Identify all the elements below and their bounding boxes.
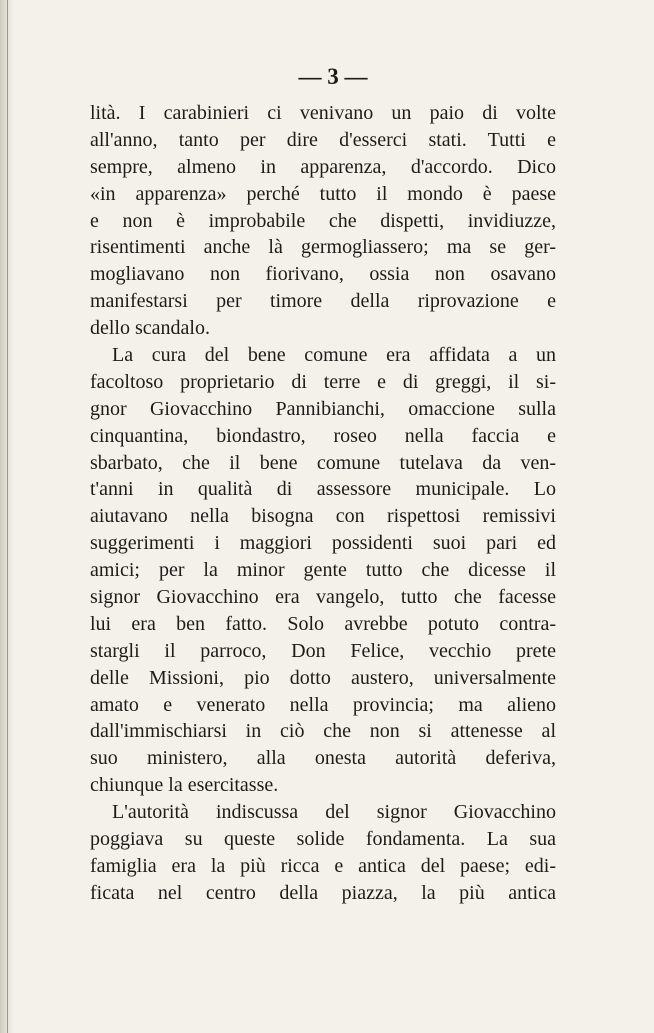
text-line: famiglia era la più ricca e antica del paese; edi- bbox=[90, 854, 556, 877]
text-line: mogliavano non fiorivano, ossia non osavano bbox=[90, 263, 556, 286]
text-line: delle Missioni, pio dotto austero, universalmente bbox=[90, 666, 556, 689]
text-line: cinquantina, biondastro, roseo nella faccia e bbox=[90, 424, 556, 447]
text-line: «in apparenza» perché tutto il mondo è paese bbox=[90, 182, 556, 205]
text-line: manifestarsi per timore della riprovazione e bbox=[90, 290, 556, 313]
text-line: facoltoso proprietario di terre e di greggi, il si- bbox=[90, 370, 556, 393]
text-line: signor Giovacchino era vangelo, tutto che facesse bbox=[90, 586, 556, 609]
text-line: dello scandalo. bbox=[90, 317, 210, 340]
text-line: sempre, almeno in apparenza, d'accordo. Dico bbox=[90, 155, 556, 178]
text-line: chiunque la esercitasse. bbox=[90, 774, 279, 797]
text-line: poggiava su queste solide fondamenta. La sua bbox=[90, 828, 556, 851]
text-line: ficata nel centro della piazza, la più antica bbox=[90, 881, 556, 904]
text-line: sbarbato, che il bene comune tutelava da ven- bbox=[90, 451, 556, 474]
text-line: gnor Giovacchino Pannibianchi, omaccione sulla bbox=[90, 397, 556, 420]
text-line: L'autorità indiscussa del signor Giovacchino bbox=[112, 801, 556, 824]
text-line: t'anni in qualità di assessore municipale. Lo bbox=[90, 478, 556, 501]
text-line: suo ministero, alla onesta autorità deferiva, bbox=[90, 747, 556, 770]
text-line: La cura del bene comune era affidata a un bbox=[112, 344, 556, 367]
binding-edge-line bbox=[7, 0, 8, 1033]
body-text bbox=[90, 100, 556, 907]
text-line: e non è improbabile che dispetti, invidiuzze, bbox=[90, 209, 556, 232]
text-line: suggerimenti i maggiori possidenti suoi pari ed bbox=[90, 532, 556, 555]
text-line: aiutavano nella bisogna con rispettosi remissivi bbox=[90, 505, 556, 528]
text-line: dall'immischiarsi in ciò che non si attenesse al bbox=[90, 720, 556, 743]
text-line: lui era ben fatto. Solo avrebbe potuto contra- bbox=[90, 612, 556, 635]
text-line: all'anno, tanto per dire d'esserci stati. Tutti e bbox=[90, 128, 556, 151]
text-line: risentimenti anche là germogliassero; ma se ger- bbox=[90, 236, 556, 259]
text-line: stargli il parroco, Don Felice, vecchio prete bbox=[90, 639, 556, 662]
page-number: — 3 — bbox=[298, 64, 368, 89]
text-line: lità. I carabinieri ci venivano un paio di volte bbox=[90, 102, 556, 124]
text-line: amato e venerato nella provincia; ma alieno bbox=[90, 693, 556, 716]
text-line: amici; per la minor gente tutto che dicesse il bbox=[90, 559, 556, 582]
